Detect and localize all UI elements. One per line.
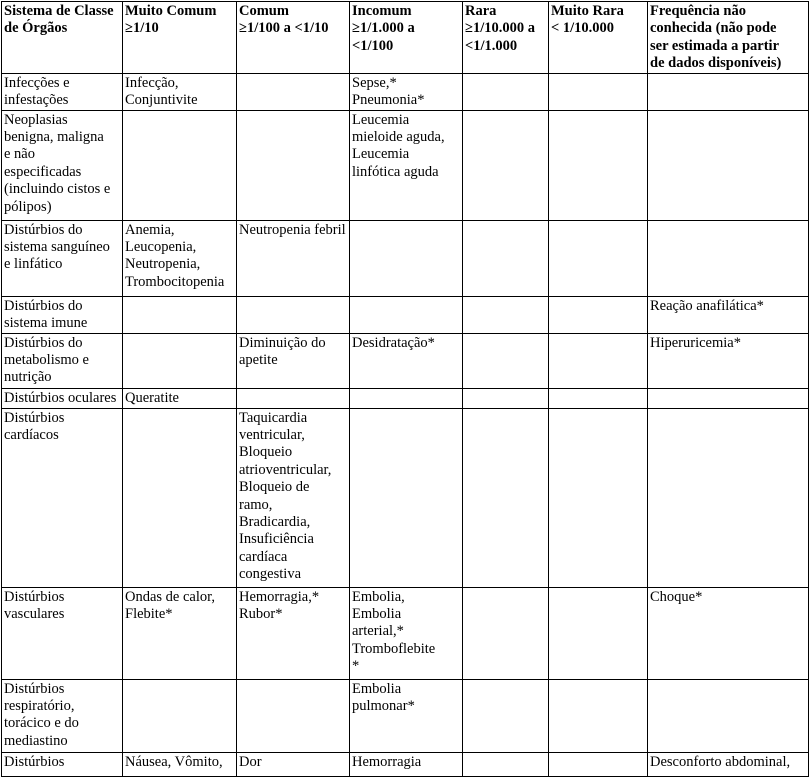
table-cell-very-common bbox=[123, 296, 237, 333]
cell-text-line: (incluindo cistos e bbox=[4, 181, 111, 198]
cell-text-line: Rubor* bbox=[239, 606, 283, 623]
cell-text-line: congestiva bbox=[239, 566, 302, 583]
table-cell-common bbox=[237, 679, 350, 752]
cell-text-line: ramo, bbox=[239, 496, 273, 513]
table-cell-organ-system bbox=[2, 220, 123, 296]
column-header-rare bbox=[463, 2, 549, 74]
cell-text-line: apetite bbox=[239, 352, 278, 369]
table-row bbox=[2, 388, 809, 408]
cell-text-line: ventricular, bbox=[239, 427, 305, 444]
cell-text-line: Choque* bbox=[650, 588, 703, 605]
cell-text-line: Distúrbios do bbox=[4, 334, 83, 351]
table-cell-uncommon bbox=[350, 408, 463, 587]
cell-text-line: Bradicardia, bbox=[239, 514, 311, 531]
table-cell-very-rare bbox=[549, 408, 648, 587]
table-cell-very-common bbox=[123, 388, 237, 408]
table-cell-uncommon bbox=[350, 110, 463, 220]
cell-text-line: Distúrbios do bbox=[4, 221, 83, 238]
table-cell-rare bbox=[463, 333, 549, 388]
table-cell-organ-system bbox=[2, 333, 123, 388]
table-cell-organ-system bbox=[2, 73, 123, 110]
table-cell-very-rare bbox=[549, 388, 648, 408]
cell-text-line: ≥1/10.000 a bbox=[465, 20, 535, 37]
cell-text-line: Distúrbios oculares bbox=[4, 389, 117, 406]
cell-text-line: * bbox=[352, 658, 360, 675]
cell-text-line: Reação anafilática* bbox=[650, 297, 764, 314]
table-row bbox=[2, 296, 809, 333]
cell-text-line: Rara bbox=[465, 3, 497, 19]
cell-text-line: nutrição bbox=[4, 369, 52, 386]
table-row bbox=[2, 587, 809, 679]
cell-text-line: Dor bbox=[239, 753, 262, 770]
table-cell-uncommon bbox=[350, 388, 463, 408]
cell-text-line: de Órgãos bbox=[4, 20, 68, 37]
cell-text-line: Distúrbios bbox=[4, 753, 65, 770]
cell-text-line: torácico e do bbox=[4, 715, 79, 732]
table-row bbox=[2, 333, 809, 388]
cell-text-line: Incomum bbox=[352, 3, 412, 19]
table-cell-organ-system bbox=[2, 388, 123, 408]
table-cell-rare bbox=[463, 388, 549, 408]
cell-text-line: Distúrbios do bbox=[4, 297, 83, 314]
cell-text-line: Frequência não bbox=[650, 3, 746, 19]
table-cell-organ-system bbox=[2, 587, 123, 679]
cell-text-line: Leucemia bbox=[352, 146, 410, 163]
table-cell-common bbox=[237, 220, 350, 296]
table-cell-very-rare bbox=[549, 296, 648, 333]
cell-text-line: respiratório, bbox=[4, 698, 75, 715]
cell-text-line: Neoplasias bbox=[4, 111, 68, 128]
table-row bbox=[2, 220, 809, 296]
cell-text-line: Bloqueio bbox=[239, 444, 293, 461]
cell-text-line: Desidratação* bbox=[352, 334, 435, 351]
cell-text-line: Muito Rara bbox=[551, 3, 624, 19]
cell-text-line: arterial,* bbox=[352, 623, 404, 640]
cell-text-line: Taquicardia bbox=[239, 409, 308, 426]
cell-text-line: Hemorragia bbox=[352, 753, 422, 770]
cell-text-line: especificadas bbox=[4, 163, 82, 180]
table-cell-very-common bbox=[123, 333, 237, 388]
cell-text-line: Náusea, Vômito, bbox=[125, 753, 223, 770]
column-header-uncommon bbox=[350, 2, 463, 74]
cell-text-line: Queratite bbox=[125, 389, 179, 406]
cell-text-line: < 1/10.000 bbox=[551, 20, 615, 37]
table-cell-rare bbox=[463, 408, 549, 587]
table-cell-very-rare bbox=[549, 679, 648, 752]
cell-text-line: sistema sanguíneo bbox=[4, 239, 110, 256]
table-cell-very-rare bbox=[549, 333, 648, 388]
table-cell-organ-system bbox=[2, 408, 123, 587]
table-row bbox=[2, 679, 809, 752]
table-cell-very-common bbox=[123, 220, 237, 296]
table-cell-rare bbox=[463, 296, 549, 333]
table-cell-unknown-frequency bbox=[648, 752, 809, 776]
table-cell-uncommon bbox=[350, 73, 463, 110]
table-cell-uncommon bbox=[350, 333, 463, 388]
cell-text-line: Infecções e bbox=[4, 74, 70, 91]
cell-text-line: pulmonar* bbox=[352, 698, 415, 715]
table-header-row bbox=[2, 2, 809, 74]
cell-text-line: Comum bbox=[239, 3, 289, 19]
cell-text-line: Flebite* bbox=[125, 606, 173, 623]
table-cell-common bbox=[237, 110, 350, 220]
table-cell-uncommon bbox=[350, 587, 463, 679]
cell-text-line: Hemorragia,* bbox=[239, 588, 320, 605]
table-cell-uncommon bbox=[350, 752, 463, 776]
table-cell-very-rare bbox=[549, 73, 648, 110]
table-cell-rare bbox=[463, 587, 549, 679]
table-cell-very-common bbox=[123, 587, 237, 679]
cell-text-line: e linfático bbox=[4, 256, 63, 273]
table-cell-rare bbox=[463, 110, 549, 220]
cell-text-line: Embolia, bbox=[352, 588, 405, 605]
cell-text-line: Hiperuricemia* bbox=[650, 334, 741, 351]
table-cell-organ-system bbox=[2, 752, 123, 776]
cell-text-line: Distúrbios bbox=[4, 409, 65, 426]
table-row bbox=[2, 73, 809, 110]
cell-text-line: metabolismo e bbox=[4, 352, 89, 369]
table-cell-unknown-frequency bbox=[648, 388, 809, 408]
table-cell-unknown-frequency bbox=[648, 333, 809, 388]
table-cell-rare bbox=[463, 73, 549, 110]
cell-text-line: benigna, maligna bbox=[4, 129, 104, 146]
table-cell-organ-system bbox=[2, 296, 123, 333]
table-row bbox=[2, 110, 809, 220]
cell-text-line: sistema imune bbox=[4, 315, 88, 332]
column-header-organ-system bbox=[2, 2, 123, 74]
cell-text-line: mieloide aguda, bbox=[352, 129, 445, 146]
table-cell-very-rare bbox=[549, 752, 648, 776]
cell-text-line: infestações bbox=[4, 92, 69, 109]
cell-text-line: Insuficiência bbox=[239, 531, 314, 548]
cell-text-line: Neutropenia febril bbox=[239, 221, 346, 238]
cell-text-line: Muito Comum bbox=[125, 3, 217, 19]
table-cell-very-rare bbox=[549, 220, 648, 296]
cell-text-line: vasculares bbox=[4, 606, 65, 623]
cell-text-line: ≥1/10 bbox=[125, 20, 159, 37]
cell-text-line: Tromboflebite bbox=[352, 640, 436, 657]
cell-text-line: Bloqueio de bbox=[239, 479, 310, 496]
table-cell-common bbox=[237, 333, 350, 388]
cell-text-line: Desconforto abdominal, bbox=[650, 753, 791, 770]
column-header-very-common bbox=[123, 2, 237, 74]
table-cell-common bbox=[237, 587, 350, 679]
cell-text-line: Distúrbios bbox=[4, 680, 65, 697]
adverse-reactions-table bbox=[1, 1, 809, 777]
column-header-common bbox=[237, 2, 350, 74]
table-cell-unknown-frequency bbox=[648, 73, 809, 110]
cell-text-line: ≥1/1.000 a bbox=[352, 20, 415, 37]
table-cell-very-rare bbox=[549, 110, 648, 220]
table-cell-uncommon bbox=[350, 296, 463, 333]
cell-text-line: Conjuntivite bbox=[125, 92, 198, 109]
table-cell-organ-system bbox=[2, 110, 123, 220]
table-cell-common bbox=[237, 752, 350, 776]
table-cell-very-common bbox=[123, 752, 237, 776]
cell-text-line: ser estimada a partir bbox=[650, 37, 779, 54]
cell-text-line: Distúrbios bbox=[4, 588, 65, 605]
cell-text-line: Sepse,* bbox=[352, 74, 397, 91]
table-cell-rare bbox=[463, 679, 549, 752]
table-cell-uncommon bbox=[350, 679, 463, 752]
table-body bbox=[2, 73, 809, 776]
cell-text-line: Neutropenia, bbox=[125, 256, 201, 273]
table-cell-very-common bbox=[123, 110, 237, 220]
cell-text-line: ≥1/100 a <1/10 bbox=[239, 20, 329, 37]
cell-text-line: cardíacos bbox=[4, 427, 59, 444]
table-cell-rare bbox=[463, 752, 549, 776]
cell-text-line: atrioventricular, bbox=[239, 461, 332, 478]
table-cell-common bbox=[237, 408, 350, 587]
cell-text-line: Embolia bbox=[352, 680, 402, 697]
cell-text-line: cardíaca bbox=[239, 548, 288, 565]
table-cell-organ-system bbox=[2, 679, 123, 752]
table-cell-rare bbox=[463, 220, 549, 296]
cell-text-line: Ondas de calor, bbox=[125, 588, 216, 605]
table-cell-unknown-frequency bbox=[648, 110, 809, 220]
table-cell-common bbox=[237, 388, 350, 408]
table-cell-very-common bbox=[123, 73, 237, 110]
cell-text-line: Leucemia bbox=[352, 111, 410, 128]
table-cell-very-common bbox=[123, 679, 237, 752]
cell-text-line: e não bbox=[4, 146, 35, 163]
table-cell-unknown-frequency bbox=[648, 408, 809, 587]
cell-text-line: mediastino bbox=[4, 732, 68, 749]
cell-text-line: linfótica aguda bbox=[352, 163, 439, 180]
table-cell-unknown-frequency bbox=[648, 587, 809, 679]
column-header-unknown-frequency bbox=[648, 2, 809, 74]
table-cell-unknown-frequency bbox=[648, 679, 809, 752]
cell-text-line: pólipos) bbox=[4, 198, 52, 215]
table-cell-unknown-frequency bbox=[648, 296, 809, 333]
table-cell-very-rare bbox=[549, 587, 648, 679]
cell-text-line: Anemia, bbox=[125, 221, 175, 238]
cell-text-line: Embolia bbox=[352, 606, 402, 623]
column-header-very-rare bbox=[549, 2, 648, 74]
cell-text-line: conhecida (não pode bbox=[650, 20, 777, 37]
table-cell-uncommon bbox=[350, 220, 463, 296]
cell-text-line: <1/1.000 bbox=[465, 37, 518, 54]
cell-text-line: <1/100 bbox=[352, 37, 394, 54]
table-cell-common bbox=[237, 73, 350, 110]
cell-text-line: Pneumonia* bbox=[352, 92, 425, 109]
cell-text-line: Diminuição do bbox=[239, 334, 326, 351]
table-cell-common bbox=[237, 296, 350, 333]
table-cell-unknown-frequency bbox=[648, 220, 809, 296]
table-row bbox=[2, 752, 809, 776]
table-row bbox=[2, 408, 809, 587]
cell-text-line: Infecção, bbox=[125, 74, 179, 91]
cell-text-line: Leucopenia, bbox=[125, 239, 197, 256]
cell-text-line: Sistema de Classe bbox=[4, 3, 114, 19]
cell-text-line: de dados disponíveis) bbox=[650, 55, 782, 72]
table-cell-very-common bbox=[123, 408, 237, 587]
cell-text-line: Trombocitopenia bbox=[125, 273, 225, 290]
